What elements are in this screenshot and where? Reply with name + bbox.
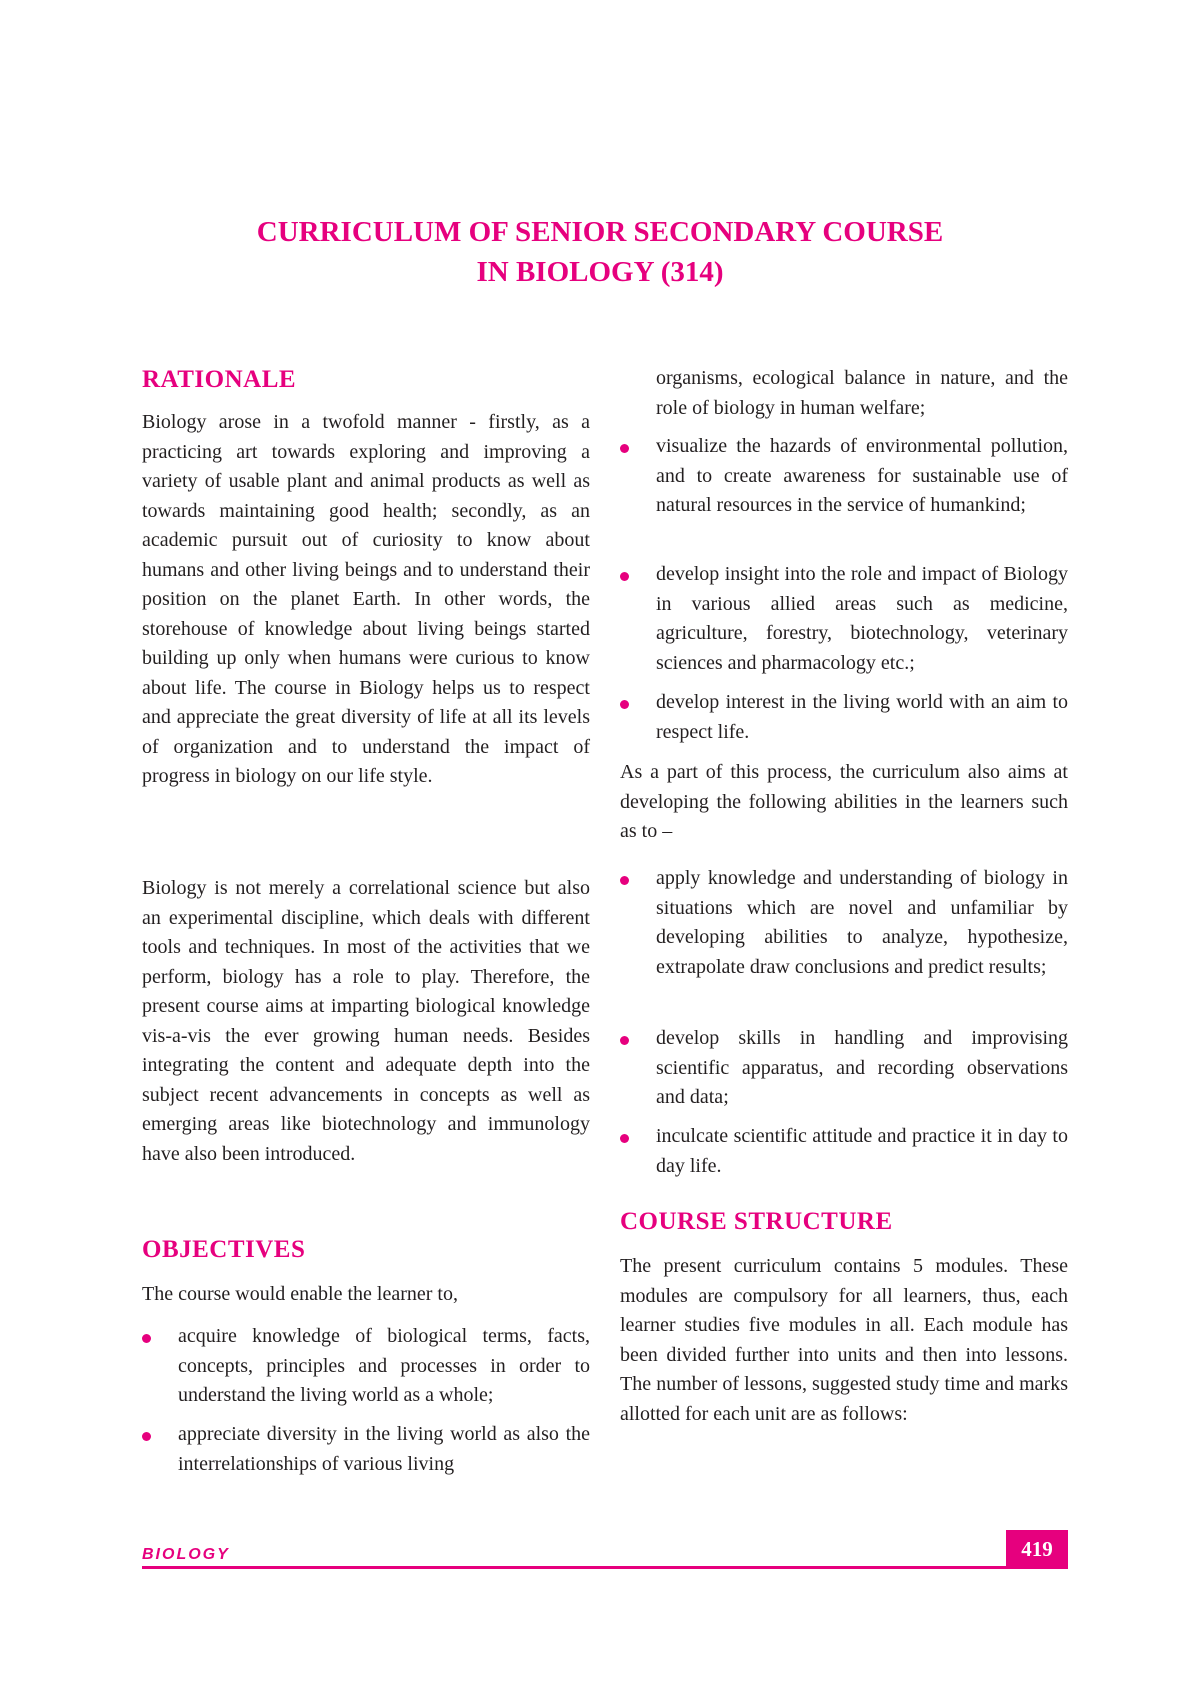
bullet-dot-icon bbox=[620, 1036, 629, 1045]
bullet-dot-icon bbox=[620, 876, 629, 885]
objective-bullet bbox=[142, 1420, 590, 1479]
ability-bullet bbox=[620, 1024, 1068, 1113]
bullet-text: develop skills in handling and improvising scientific apparatus, and recording observations and data; bbox=[656, 1027, 1068, 1108]
course-structure-heading: COURSE STRUCTURE bbox=[620, 1208, 893, 1235]
bullet-text: appreciate diversity in the living world as also the interrelationships of various living bbox=[178, 1423, 590, 1475]
ability-bullet bbox=[620, 1122, 1068, 1181]
footer-subject-label: BIOLOGY bbox=[142, 1546, 230, 1563]
objective-bullet bbox=[142, 1322, 590, 1411]
bullet-text: acquire knowledge of biological terms, facts, concepts, principles and processes in order to understand the living world as a whole; bbox=[178, 1325, 590, 1406]
bullet-dot-icon bbox=[620, 1134, 629, 1143]
bullet-dot-icon bbox=[620, 572, 629, 581]
objectives-intro: The course would enable the learner to, bbox=[142, 1283, 458, 1305]
bullet-text: visualize the hazards of environmental pollution, and to create awareness for sustainable use of natural resources in the service of humankind; bbox=[656, 435, 1068, 516]
bullet-dot-icon bbox=[620, 444, 629, 453]
title-line-1: CURRICULUM OF SENIOR SECONDARY COURSE bbox=[256, 216, 944, 248]
bullet-text: apply knowledge and understanding of biology in situations which are novel and unfamiliar by developing abilities to analyze, hypothesize, extrapolate draw conclusions and predict results; bbox=[656, 867, 1068, 978]
objective-continuation: organisms, ecological balance in nature, and the role of biology in human welfare; bbox=[656, 367, 1068, 419]
objectives-heading: OBJECTIVES bbox=[142, 1236, 306, 1263]
page-number: 419 bbox=[1006, 1530, 1068, 1568]
rationale-paragraph-1: Biology arose in a twofold manner - firstly, as a practicing art towards exploring and improving a variety of usable plant and animal products as well as towards maintaining good health; secondly, as an academic pursuit out of curiosity to know about humans and other living beings and to understand their position on the planet Earth. In other words, the storehouse of knowledge about living beings started building up only when humans were curious to know about life. The course in Biology helps us to respect and appreciate the great diversity of life at all its levels of organization and to understand the impact of progress in biology on our life style. bbox=[142, 411, 590, 787]
bullet-text: develop interest in the living world with an aim to respect life. bbox=[656, 691, 1068, 743]
page-title bbox=[0, 212, 1200, 292]
ability-bullet bbox=[620, 864, 1068, 982]
objective-bullet bbox=[620, 432, 1068, 521]
bullet-dot-icon bbox=[142, 1432, 151, 1441]
course-structure-text: The present curriculum contains 5 modules. These modules are compulsory for all learners, thus, each learner studies five modules in all. Each module has been divided further into units and then into lessons. The number of lessons, suggested study time and marks allotted for each unit are as follows: bbox=[620, 1255, 1068, 1425]
bullet-text: inculcate scientific attitude and practice it in day to day life. bbox=[656, 1125, 1068, 1177]
footer-divider bbox=[142, 1566, 1068, 1569]
abilities-intro: As a part of this process, the curriculum also aims at developing the following abilities in the learners such as to – bbox=[620, 761, 1068, 842]
bullet-dot-icon bbox=[142, 1334, 151, 1343]
rationale-heading: RATIONALE bbox=[142, 366, 297, 393]
bullet-dot-icon bbox=[620, 700, 629, 709]
bullet-text: develop insight into the role and impact of Biology in various allied areas such as medicine, agriculture, forestry, biotechnology, veterinary sciences and pharmacology etc.; bbox=[656, 563, 1068, 674]
objective-bullet bbox=[620, 688, 1068, 747]
objective-bullet bbox=[620, 560, 1068, 678]
title-line-2: IN BIOLOGY (314) bbox=[476, 256, 724, 288]
rationale-paragraph-2: Biology is not merely a correlational science but also an experimental discipline, which deals with different tools and techniques. In most of the activities that we perform, biology has a role to play. Therefore, the present course aims at imparting biological knowledge vis-a-vis the ever growing human needs. Besides integrating the content and adequate depth into the subject recent advancements in concepts as well as emerging areas like biotechnology and immunology have also been introduced. bbox=[142, 877, 590, 1165]
